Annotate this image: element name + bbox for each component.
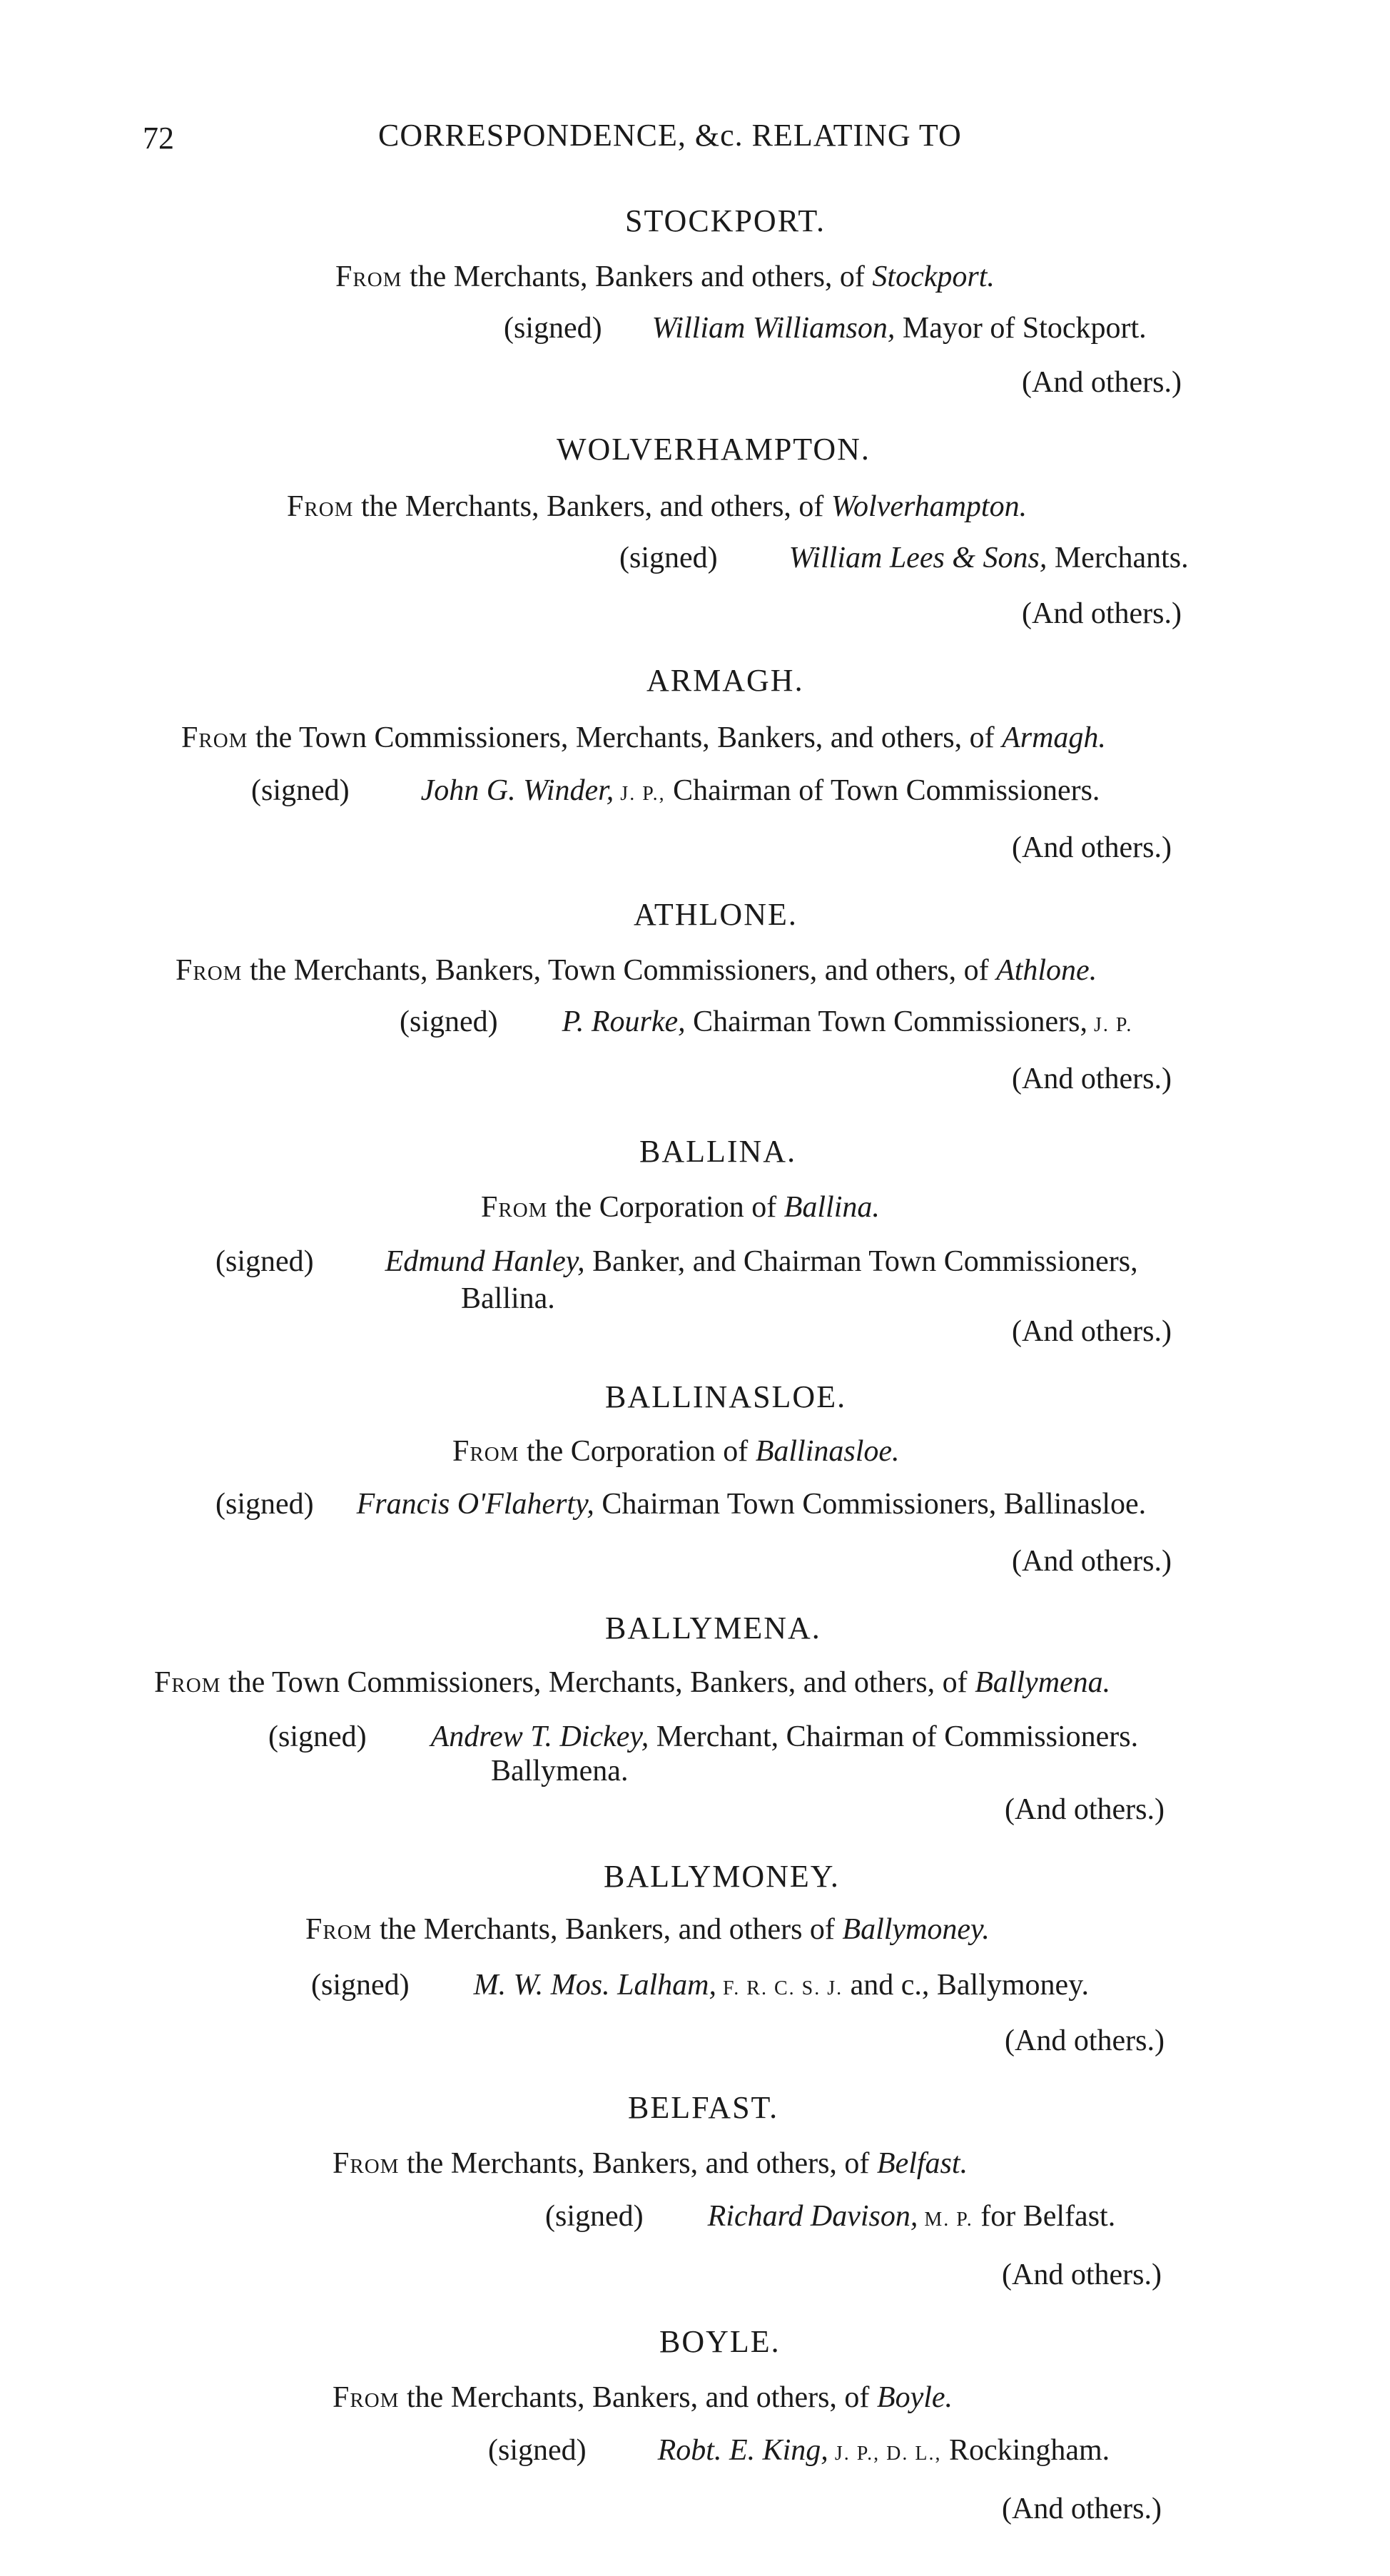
from-line: [335, 260, 995, 294]
signatory-title: J. P., D. L.,: [828, 2443, 942, 2465]
signatory-name: William Williamson,: [651, 312, 896, 345]
signed-line: [504, 311, 1147, 345]
town-heading: STOCKPORT.: [625, 203, 826, 238]
from-place: Wolverhampton.: [831, 490, 1028, 523]
town-heading: ARMAGH.: [646, 663, 804, 698]
signatory-title: M. P.: [918, 2209, 973, 2231]
from-text: the Merchants, Bankers and others, of: [402, 260, 873, 293]
and-others: (And others.): [1005, 2024, 1165, 2057]
signed-label: (signed): [545, 2200, 644, 2233]
from-text: the Merchants, Bankers, and others, of: [399, 2147, 877, 2180]
from-line: [305, 1912, 990, 1947]
from-prefix: From: [287, 490, 354, 523]
and-others: (And others.): [1012, 1315, 1172, 1348]
signatory-name: William Lees & Sons,: [788, 542, 1047, 574]
signed-continuation: Ballina.: [461, 1282, 555, 1315]
signatory-name: Andrew T. Dickey,: [430, 1720, 649, 1753]
signatory-role: Rockingham.: [941, 2434, 1110, 2467]
from-place: Belfast.: [876, 2147, 968, 2180]
signatory-name: Edmund Hanley,: [385, 1245, 585, 1278]
signed-line: [268, 1720, 1138, 1754]
signatory-role: Merchant, Chairman of Commissioners.: [649, 1720, 1139, 1753]
signed-label: (signed): [400, 1005, 498, 1038]
from-text: the Merchants, Bankers, Town Commissioners, and others, of: [242, 954, 997, 987]
signed-line: [215, 1244, 1138, 1279]
from-line: [333, 2146, 968, 2181]
page-number: 72: [143, 121, 174, 156]
from-text: the Merchants, Bankers, and others of: [372, 1913, 843, 1946]
signed-label: (signed): [504, 312, 602, 345]
signed-continuation: Ballymena.: [491, 1755, 629, 1788]
town-heading: ATHLONE.: [634, 897, 798, 932]
town-heading: BALLINA.: [639, 1134, 797, 1169]
signed-line: [215, 1487, 1146, 1521]
from-line: [154, 1665, 1110, 1700]
and-others: (And others.): [1005, 1793, 1165, 1826]
and-others: (And others.): [1012, 831, 1172, 864]
from-prefix: From: [176, 954, 243, 987]
signatory-role: and c., Ballymoney.: [843, 1969, 1089, 2002]
signed-line: [488, 2433, 1110, 2468]
town-heading: BELFAST.: [628, 2090, 779, 2125]
signatory-role: Banker, and Chairman Town Commissioners,: [584, 1245, 1138, 1278]
from-prefix: From: [305, 1913, 372, 1946]
signed-label: (signed): [268, 1720, 367, 1753]
town-heading: BOYLE.: [659, 2324, 781, 2359]
and-others: (And others.): [1002, 2258, 1162, 2291]
signed-label: (signed): [251, 774, 350, 807]
from-place: Stockport.: [872, 260, 995, 293]
from-line: [481, 1190, 880, 1224]
signed-label: (signed): [619, 542, 718, 574]
from-text: the Corporation of: [519, 1435, 756, 1468]
signatory-title: J. P.: [1087, 1014, 1133, 1036]
from-place: Ballinasloe.: [755, 1435, 900, 1468]
signed-label: (signed): [215, 1488, 314, 1521]
from-place: Ballymoney.: [842, 1913, 990, 1946]
and-others: (And others.): [1022, 366, 1182, 399]
signed-line: [545, 2199, 1115, 2233]
from-prefix: From: [333, 2381, 400, 2414]
from-prefix: From: [481, 1191, 548, 1224]
from-text: the Merchants, Bankers, and others, of: [353, 490, 831, 523]
running-title: CORRESPONDENCE, &c. RELATING TO: [378, 118, 962, 153]
signatory-role: Chairman of Town Commissioners.: [665, 774, 1100, 807]
from-text: the Merchants, Bankers, and others, of: [399, 2381, 877, 2414]
and-others: (And others.): [1022, 597, 1182, 630]
signatory-name: Francis O'Flaherty,: [356, 1488, 594, 1521]
town-heading: BALLYMONEY.: [604, 1859, 840, 1894]
from-prefix: From: [333, 2147, 400, 2180]
town-heading: BALLINASLOE.: [605, 1379, 847, 1414]
signatory-role: Chairman Town Commissioners,: [685, 1005, 1087, 1038]
from-text: the Corporation of: [547, 1191, 784, 1224]
from-line: [176, 953, 1097, 988]
from-text: the Town Commissioners, Merchants, Bankers, and others, of: [220, 1666, 975, 1699]
from-place: Boyle.: [876, 2381, 953, 2414]
signed-label: (signed): [488, 2434, 587, 2467]
signatory-name: Richard Davison,: [707, 2200, 918, 2233]
signatory-role: Mayor of Stockport.: [895, 312, 1147, 345]
from-line: [287, 490, 1027, 524]
from-place: Athlone.: [996, 954, 1097, 987]
signatory-role: Merchants.: [1047, 542, 1189, 574]
from-place: Ballina.: [783, 1191, 880, 1224]
signed-line: [311, 1968, 1089, 2002]
signed-line: [400, 1005, 1132, 1039]
signatory-role: Chairman Town Commissioners, Ballinasloe.: [594, 1488, 1147, 1521]
from-prefix: From: [452, 1435, 519, 1468]
signed-label: (signed): [215, 1245, 314, 1278]
signed-line: [251, 774, 1100, 808]
town-heading: WOLVERHAMPTON.: [557, 432, 871, 467]
from-place: Ballymena.: [975, 1666, 1111, 1699]
signatory-name: M. W. Mos. Lalham,: [473, 1969, 716, 2002]
signed-label: (signed): [311, 1969, 410, 2002]
from-place: Armagh.: [1002, 721, 1106, 754]
and-others: (And others.): [1012, 1063, 1172, 1095]
from-line: [452, 1434, 900, 1469]
from-prefix: From: [181, 721, 248, 754]
from-text: the Town Commissioners, Merchants, Bankers, and others, of: [248, 721, 1003, 754]
signatory-title: F. R. C. S. J.: [716, 1977, 843, 1999]
from-line: [181, 721, 1106, 755]
from-prefix: From: [335, 260, 402, 293]
from-prefix: From: [154, 1666, 221, 1699]
signed-line: [619, 541, 1189, 575]
and-others: (And others.): [1002, 2493, 1162, 2525]
and-others: (And others.): [1012, 1545, 1172, 1578]
signatory-role: for Belfast.: [973, 2200, 1116, 2233]
signatory-title: J. P.,: [614, 783, 666, 805]
signatory-name: John G. Winder,: [420, 774, 614, 807]
town-heading: BALLYMENA.: [605, 1611, 821, 1646]
signatory-name: P. Rourke,: [562, 1005, 686, 1038]
signatory-name: Robt. E. King,: [657, 2434, 828, 2467]
from-line: [333, 2380, 953, 2415]
